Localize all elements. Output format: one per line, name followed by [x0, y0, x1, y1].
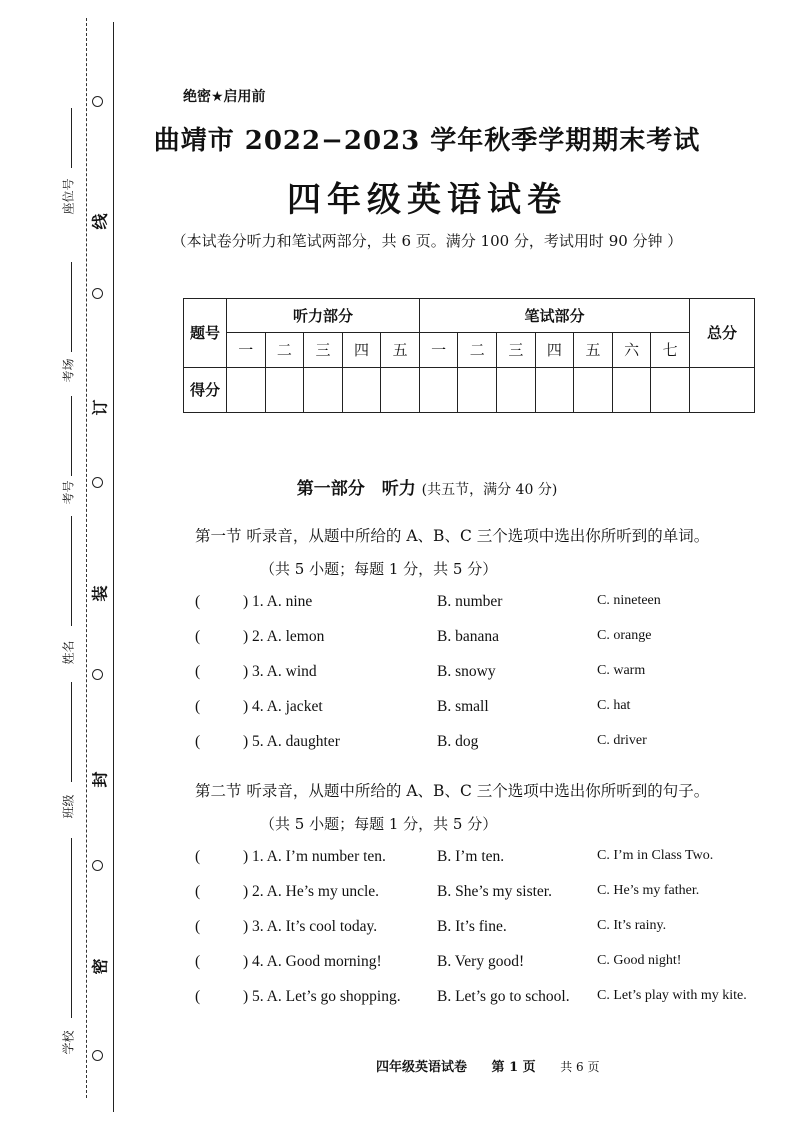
- answer-blank[interactable]: (: [195, 953, 201, 970]
- option-a: ) 3. A. wind: [243, 663, 317, 680]
- writing-col: 五: [574, 333, 613, 367]
- confidential-mark: 绝密★启用前: [183, 89, 266, 105]
- option-c: C. driver: [597, 733, 647, 748]
- binding-hole-icon: [92, 1050, 103, 1061]
- exam-note: （本试卷分听力和笔试两部分，共 6 页。满分 100 分，考试用时 90 分钟 ）: [171, 232, 683, 250]
- answer-blank[interactable]: (: [195, 848, 201, 865]
- score-cell[interactable]: [227, 367, 266, 412]
- answer-blank[interactable]: (: [195, 918, 201, 935]
- binding-hole-icon: [92, 860, 103, 871]
- option-b: B. Very good!: [437, 953, 525, 970]
- option-c: C. I’m in Class Two.: [597, 848, 714, 863]
- score-cell[interactable]: [304, 367, 343, 412]
- option-c: C. warm: [597, 663, 646, 678]
- question-number-label: 题号: [184, 299, 227, 368]
- question-row: [195, 953, 775, 977]
- answer-blank[interactable]: (: [195, 883, 201, 900]
- footer-page-number: 第 1 页: [491, 1060, 536, 1075]
- score-cell[interactable]: [535, 367, 574, 412]
- option-a: ) 4. A. Good morning!: [243, 953, 382, 970]
- exam-number-blank[interactable]: [71, 396, 72, 476]
- option-b: B. It’s fine.: [437, 918, 507, 935]
- score-cell[interactable]: [497, 367, 536, 412]
- school-blank[interactable]: [71, 838, 72, 1018]
- listening-col: 一: [227, 333, 266, 367]
- section2-title: 第二节 听录音，从题中所给的 A、B、C 三个选项中选出你所听到的句子。: [195, 782, 710, 800]
- part-heading-sub: (共五节，满分 40 分): [421, 482, 558, 498]
- option-b: B. small: [437, 698, 489, 715]
- option-a: ) 5. A. daughter: [243, 733, 340, 750]
- page-footer: [376, 1056, 619, 1075]
- exam-title: 曲靖市 2022−2023 学年秋季学期期末考试: [153, 126, 701, 156]
- binding-hole-icon: [92, 669, 103, 680]
- score-cell[interactable]: [612, 367, 651, 412]
- writing-part-label: 笔试部分: [419, 299, 689, 333]
- part-heading: [0, 474, 794, 499]
- option-c: C. Let’s play with my kite.: [597, 988, 747, 1003]
- listening-part-label: 听力部分: [227, 299, 420, 333]
- field-exam-number: 考号: [61, 480, 76, 505]
- answer-blank[interactable]: (: [195, 663, 201, 680]
- score-cell[interactable]: [458, 367, 497, 412]
- writing-col: 四: [535, 333, 574, 367]
- option-b: B. snowy: [437, 663, 496, 680]
- section1-sub: （共 5 小题；每题 1 分，共 5 分）: [260, 560, 498, 578]
- score-table: [183, 298, 755, 413]
- option-a: ) 2. A. He’s my uncle.: [243, 883, 380, 900]
- field-seat-number: 座位号: [61, 178, 76, 215]
- option-b: B. I’m ten.: [437, 848, 505, 865]
- option-a: ) 1. A. I’m number ten.: [243, 848, 386, 865]
- answer-blank[interactable]: (: [195, 593, 201, 610]
- cut-word-mi: 密: [90, 958, 110, 975]
- option-b: B. banana: [437, 628, 499, 645]
- score-cell[interactable]: [381, 367, 420, 412]
- option-a: ) 4. A. jacket: [243, 698, 323, 715]
- answer-blank[interactable]: (: [195, 988, 201, 1005]
- answer-blank[interactable]: (: [195, 733, 201, 750]
- option-b: B. She’s my sister.: [437, 883, 552, 900]
- section1-title: 第一节 听录音，从题中所给的 A、B、C 三个选项中选出你所听到的单词。: [195, 527, 710, 545]
- binding-hole-icon: [92, 288, 103, 299]
- writing-col: 六: [612, 333, 651, 367]
- option-c: C. nineteen: [597, 593, 661, 608]
- score-cell[interactable]: [574, 367, 613, 412]
- exam-room-blank[interactable]: [71, 262, 72, 352]
- option-b: B. Let’s go to school.: [437, 988, 570, 1005]
- binding-margin: [0, 0, 125, 1124]
- listening-col: 三: [304, 333, 343, 367]
- listening-col: 二: [265, 333, 304, 367]
- score-row-label: 得分: [184, 367, 227, 412]
- binding-hole-icon: [92, 96, 103, 107]
- question-row: [195, 698, 775, 722]
- option-c: C. hat: [597, 698, 631, 713]
- score-cell[interactable]: [419, 367, 458, 412]
- section2-sub: （共 5 小题；每题 1 分，共 5 分）: [260, 815, 498, 833]
- answer-blank[interactable]: (: [195, 698, 201, 715]
- total-score-cell[interactable]: [690, 367, 755, 412]
- part-heading-title: 第一部分 听力: [296, 479, 416, 499]
- option-b: B. dog: [437, 733, 479, 750]
- field-class: 班级: [61, 794, 76, 819]
- answer-blank[interactable]: (: [195, 628, 201, 645]
- field-school: 学校: [61, 1030, 76, 1055]
- cut-word-xian: 线: [90, 213, 110, 230]
- total-score-label: 总分: [690, 299, 755, 368]
- field-name: 姓名: [61, 640, 76, 665]
- footer-paper-name: 四年级英语试卷: [376, 1060, 468, 1075]
- writing-col: 二: [458, 333, 497, 367]
- question-row: [195, 918, 775, 942]
- option-a: ) 3. A. It’s cool today.: [243, 918, 378, 935]
- writing-col: 一: [419, 333, 458, 367]
- score-cell[interactable]: [342, 367, 381, 412]
- cut-word-ding: 订: [90, 399, 110, 416]
- footer-total-pages: 共 6 页: [560, 1060, 600, 1074]
- exam-subtitle: 四年级英语试卷: [287, 180, 567, 220]
- score-cell[interactable]: [265, 367, 304, 412]
- option-a: ) 2. A. lemon: [243, 628, 325, 645]
- question-row: [195, 883, 775, 907]
- question-row: [195, 848, 775, 872]
- score-cell[interactable]: [651, 367, 690, 412]
- option-b: B. number: [437, 593, 503, 610]
- question-row: [195, 663, 775, 687]
- cut-word-feng: 封: [90, 771, 110, 788]
- question-row: [195, 988, 775, 1012]
- question-row: [195, 628, 775, 652]
- name-blank[interactable]: [71, 516, 72, 626]
- class-blank[interactable]: [71, 682, 72, 782]
- writing-col: 七: [651, 333, 690, 367]
- option-c: C. orange: [597, 628, 652, 643]
- option-a: ) 1. A. nine: [243, 593, 313, 610]
- writing-col: 三: [497, 333, 536, 367]
- option-a: ) 5. A. Let’s go shopping.: [243, 988, 401, 1005]
- option-c: C. He’s my father.: [597, 883, 700, 898]
- listening-col: 四: [342, 333, 381, 367]
- question-row: [195, 593, 775, 617]
- option-c: C. Good night!: [597, 953, 682, 968]
- cut-word-zhuang: 装: [90, 585, 110, 602]
- question-row: [195, 733, 775, 757]
- listening-col: 五: [381, 333, 420, 367]
- option-c: C. It’s rainy.: [597, 918, 667, 933]
- field-exam-room: 考场: [61, 358, 76, 383]
